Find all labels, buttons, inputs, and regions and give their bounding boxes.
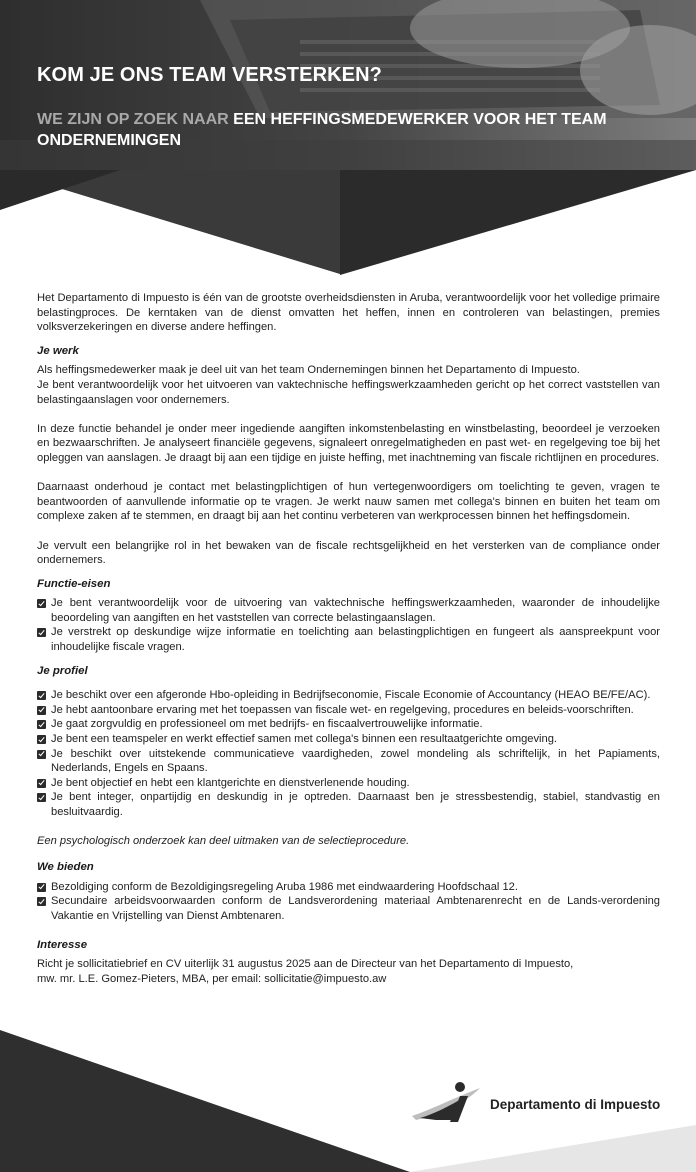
interesse-line-2: mw. mr. L.E. Gomez-Pieters, MBA, per email: sollicitatie@impuesto.aw: [37, 972, 387, 985]
list-item: Je gaat zorgvuldig en professioneel om met bedrijfs- en fiscaalvertrouwelijke informatie.: [37, 717, 660, 732]
checkbox-icon: [37, 897, 46, 906]
section-heading-interesse: Interesse: [37, 938, 88, 951]
checkbox-icon: [37, 720, 46, 729]
list-item: Je beschikt over uitstekende communicatieve vaardigheden, zowel mondeling als schriftelijk, in het Papiaments, Nederlands, Engels en Spaans.: [37, 747, 660, 776]
bieden-list: [37, 880, 660, 924]
checkbox-icon: [37, 750, 46, 759]
profiel-list: [37, 688, 660, 819]
selection-note: Een psychologisch onderzoek kan deel uitmaken van de selectieprocedure.: [37, 834, 410, 847]
werk-paragraph-1b: Je bent verantwoordelijk voor het uitvoeren van vaktechnische heffingswerkzaamheden gericht op het correct vaststellen van belastingaanslagen voor ondernemers.: [37, 378, 660, 406]
checkbox-icon: [37, 735, 46, 744]
checkbox-icon: [37, 691, 46, 700]
list-item: Je bent integer, onpartijdig en deskundig in je optreden. Daarnaast ben je stressbestendig, stabiel, standvastig en besluitvaardig.: [37, 790, 660, 819]
checkbox-icon: [37, 599, 46, 608]
decorative-triangles-top: [0, 170, 696, 275]
checkbox-icon: [37, 706, 46, 715]
checkbox-icon: [37, 628, 46, 637]
list-item: Je hebt aantoonbare ervaring met het toepassen van fiscale wet- en regelgeving, procedures en beleids-voorschriften.: [37, 703, 660, 718]
checkbox-icon: [37, 793, 46, 802]
eisen-list: [37, 596, 660, 654]
interesse-line-1: Richt je sollicitatiebrief en CV uiterlijk 31 augustus 2025 aan de Directeur van het Departamento di Impuesto,: [37, 958, 574, 971]
subtitle-rest: EEN HEFFINGSMEDEWERKER VOOR HET TEAM ONDERNEMINGEN: [37, 111, 607, 149]
organization-name: Departamento di Impuesto: [490, 1097, 661, 1112]
list-item: Je bent objectief en hebt een klantgerichte en dienstverlenende houding.: [37, 776, 660, 791]
list-item: Bezoldiging conform de Bezoldigingsregeling Aruba 1986 met eindwaardering Hoofdschaal 12.: [37, 880, 660, 895]
section-heading-werk: Je werk: [37, 344, 79, 357]
werk-paragraph-1a: Als heffingsmedewerker maak je deel uit van het team Ondernemingen binnen het Departamento di Impuesto.: [37, 364, 580, 377]
subtitle-lead: WE ZIJN OP ZOEK NAAR: [37, 111, 229, 128]
list-item: Je bent een teamspeler en werkt effectief samen met collega's binnen een resultaatgerichte omgeving.: [37, 732, 660, 747]
section-heading-profiel: Je profiel: [37, 664, 88, 677]
werk-paragraph-4: Je vervult een belangrijke rol in het bewaken van de fiscale rechtsgelijkheid en het versterken van de compliance onder ondernemers.: [37, 539, 660, 567]
werk-paragraph-2: In deze functie behandel je onder meer ingediende aangiften inkomstenbelasting en winstbelasting, beoordeel je verzoeken en bezwaarschriften. Je analyseert financiële gegevens, signaleert onregelmatigheden en past wet- en regelgeving toe bij het opleggen van aanslagen. Je draagt bij aan een tijdige en juiste heffing, met inachtneming van fiscale richtlijnen en procedures.: [37, 422, 660, 464]
list-item: Je beschikt over een afgeronde Hbo-opleiding in Bedrijfseconomie, Fiscale Economie of Accountancy (HEAO BE/FE/AC).: [37, 688, 660, 703]
page-subtitle: [37, 109, 637, 151]
list-item: Je verstrekt op deskundige wijze informatie en toelichting aan belastingplichtigen en fungeert als aanspreekpunt voor inhoudelijke fiscale vragen.: [37, 625, 660, 654]
werk-paragraph-3: Daarnaast onderhoud je contact met belastingplichtigen of hun vertegenwoordigers om toelichting te geven, vragen te beantwoorden of aanvullende informatie op te vragen. Je werkt nauw samen met collega's binnen en buiten het team om complexe zaken af te stemmen, en draagt bij aan het continu verbeteren van werkprocessen binnen het heffingsdomein.: [37, 481, 660, 523]
checkbox-icon: [37, 883, 46, 892]
page-title: KOM JE ONS TEAM VERSTERKEN?: [37, 64, 382, 86]
header-banner: [0, 0, 696, 170]
list-item: Secundaire arbeidsvoorwaarden conform de Landsverordening materiaal Ambtenarenrecht en de Lands-verordening Vakantie en Vrijstelling van Dienst Ambtenaren.: [37, 894, 660, 923]
list-item: Je bent verantwoordelijk voor de uitvoering van vaktechnische heffingswerkzaamheden, waaronder de inhoudelijke beoordeling van aangiften en het vaststellen van correcte belastingaanslagen.: [37, 596, 660, 625]
vacancy-text: [37, 291, 660, 986]
section-heading-bieden: We bieden: [37, 861, 94, 874]
checkbox-icon: [37, 779, 46, 788]
logo: [410, 1080, 670, 1124]
impuesto-logo-icon: [410, 1080, 485, 1124]
intro-paragraph: Het Departamento di Impuesto is één van de grootste overheidsdiensten in Aruba, verantwoordelijk voor het volledige primaire belastingproces. De kerntaken van de dienst omvatten het heffen, innen en controleren van belastingen, premies volksverzekeringen en diverse andere heffingen.: [37, 292, 660, 334]
section-heading-eisen: Functie-eisen: [37, 577, 111, 590]
